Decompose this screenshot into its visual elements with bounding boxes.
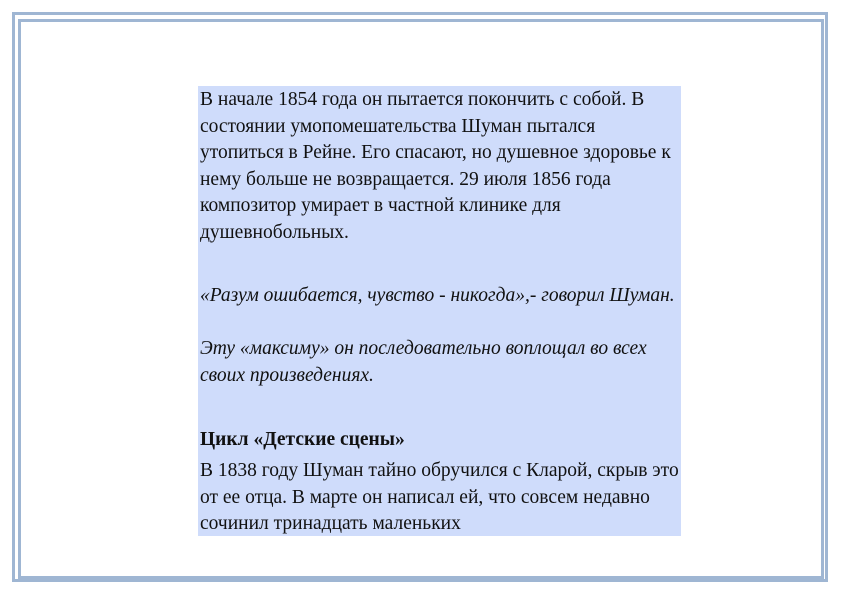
quote-reason-feeling: «Разум ошибается, чувство - никогда»,- говорил Шуман. [200,285,675,306]
text-panel [198,86,681,536]
quote-maxim: Эту «максиму» он последовательно воплощал во всех своих произведениях. [200,338,647,386]
section-heading: Цикл «Детские сцены» [200,429,405,450]
paragraph-engagement: В 1838 году Шуман тайно обручился с Кларой, скрыв это от ее отца. В марте он написал ей, что совсем недавно сочинил тринадцать маленьких [200,460,679,534]
paragraph-death: В начале 1854 года он пытается покончить с собой. В состоянии умопомешательства Шуман пытался утопиться в Рейне. Его спасают, но душевное здоровье к нему больше не возвращается. 29 июля 1856 года композитор умирает в частной клинике для душевнобольных. [200,89,671,243]
